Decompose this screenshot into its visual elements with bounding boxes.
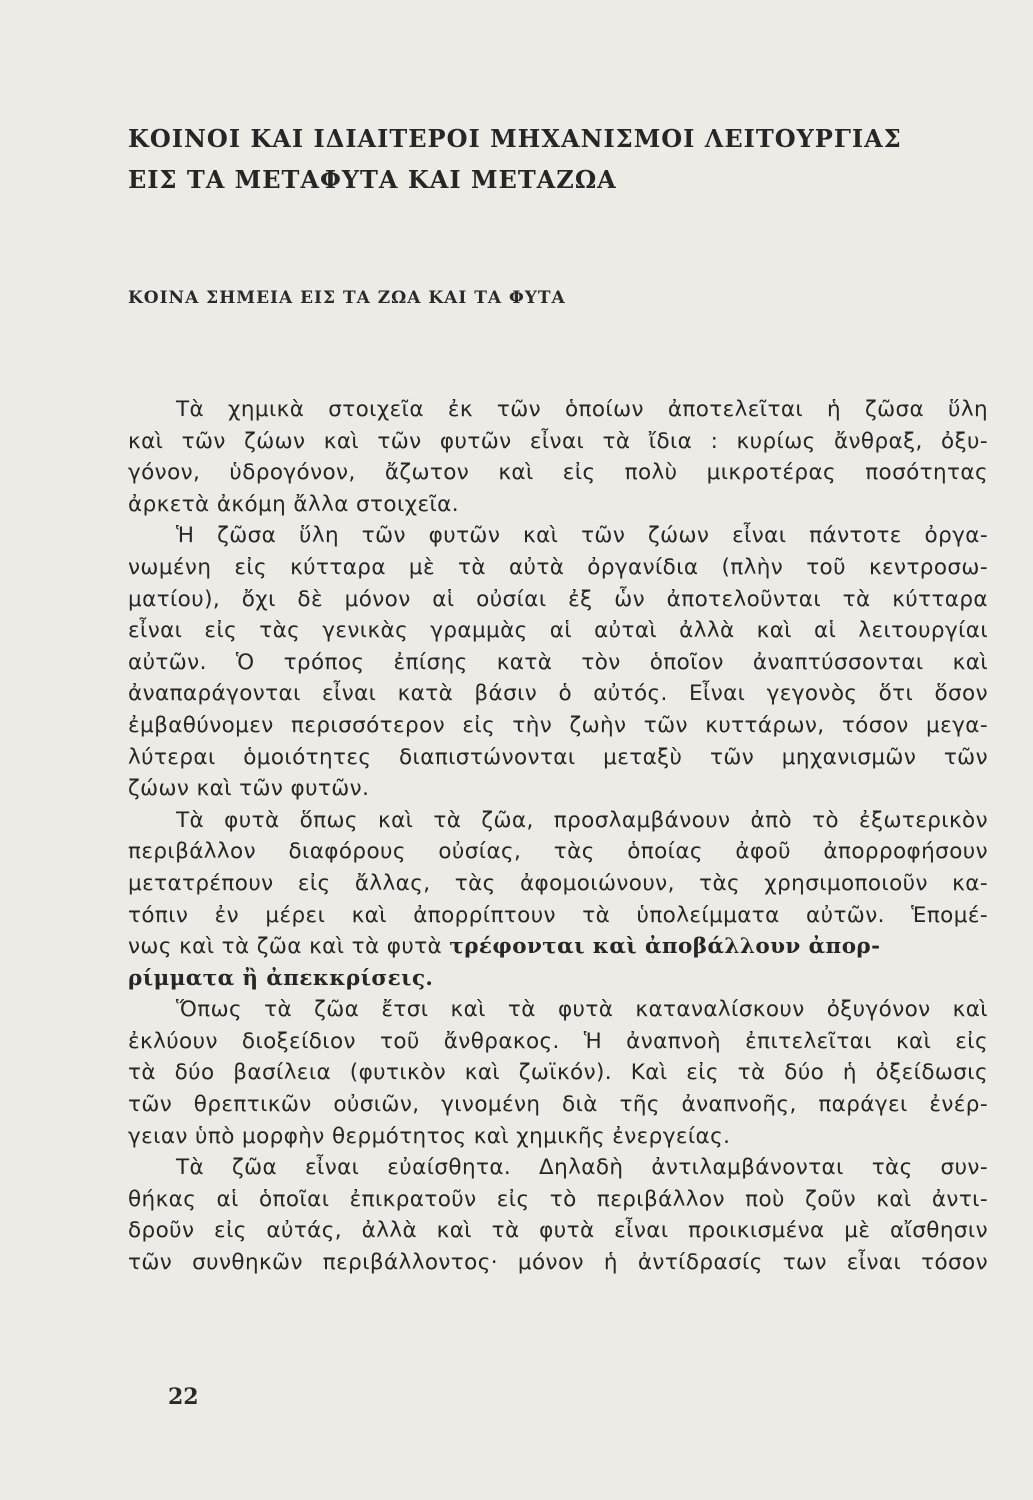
text-line: ζώων καὶ τῶν φυτῶν.	[128, 776, 370, 802]
text-line: θήκας αἱ ὁποῖαι ἐπικρατοῦν εἰς τὸ περιβάλλον ποὺ ζοῦν καὶ ἀντι-	[128, 1186, 988, 1212]
text-line: γειαν ὑπὸ μορφὴν θερμότητος καὶ χημικῆς ἐνεργείας.	[128, 1123, 731, 1149]
text-line: νωμένη εἰς κύτταρα μὲ τὰ αὐτὰ ὀργανίδια (πλὴν τοῦ κεντροσω-	[128, 554, 988, 580]
text-line: Τὰ φυτὰ ὅπως καὶ τὰ ζῶα, προσλαμβάνουν ἀπὸ τὸ ἐξωτερικὸν	[176, 807, 988, 833]
text-line-mixed	[128, 931, 988, 963]
text-line: ἐμβαθύνομεν περισσότερον εἰς τὴν ζωὴν τῶν κυττάρων, τόσον μεγα-	[128, 712, 988, 738]
text-line-mixed	[128, 963, 988, 995]
text-line: Ἡ ζῶσα ὕλη τῶν φυτῶν καὶ τῶν ζώων εἶναι πάντοτε ὀργα-	[176, 523, 988, 549]
text-line: αὐτῶν. Ὁ τρόπος ἐπίσης κατὰ τὸν ὁποῖον ἀναπτύσσονται καὶ	[128, 649, 988, 675]
text-line: περιβάλλον διαφόρους οὐσίας, τὰς ὁποίας ἀφοῦ ἀπορροφήσουν	[128, 839, 988, 865]
text-line: ἐκλύουν διοξείδιον τοῦ ἄνθρακος. Ἡ ἀναπνοὴ ἐπιτελεῖται καὶ εἰς	[128, 1028, 988, 1054]
chapter-title-line-2: ΕΙΣ ΤΑ ΜΕΤΑΦΥΤΑ ΚΑΙ ΜΕΤΑΖΩΑ	[128, 165, 617, 194]
text-line: ἀρκετὰ ἀκόμη ἄλλα στοιχεῖα.	[128, 491, 459, 517]
emphasis-text: τρέφονται καὶ ἀποβάλλουν ἀπορ-	[449, 934, 881, 960]
text-line: τόπιν ἐν μέρει καὶ ἀπορρίπτουν τὰ ὑπολείμματα αὐτῶν. Ἑπομέ-	[128, 902, 988, 928]
text-line: τὰ δύο βασίλεια (φυτικὸν καὶ ζωϊκόν). Καὶ εἰς τὰ δύο ἡ ὀξείδωσις	[128, 1060, 988, 1086]
body-text	[128, 394, 988, 1279]
text-line: τῶν συνθηκῶν περιβάλλοντος· μόνον ἡ ἀντίδρασίς των εἶναι τόσον	[128, 1250, 988, 1276]
emphasis-text: ρίμματα ἢ ἀπεκκρίσεις.	[128, 965, 434, 991]
section-heading: ΚΟΙΝΑ ΣΗΜΕΙΑ ΕΙΣ ΤΑ ΖΩΑ ΚΑΙ ΤΑ ΦΥΤΑ	[128, 288, 566, 308]
text-line: λύτεραι ὁμοιότητες διαπιστώνονται μεταξὺ τῶν μηχανισμῶν τῶν	[128, 744, 988, 770]
text-line: γόνον, ὑδρογόνον, ἄζωτον καὶ εἰς πολὺ μικροτέρας ποσότητας	[128, 460, 988, 486]
text-line: τῶν θρεπτικῶν οὐσιῶν, γινομένη διὰ τῆς ἀναπνοῆς, παράγει ἐνέρ-	[128, 1092, 988, 1118]
text-line: Ὅπως τὰ ζῶα ἔτσι καὶ τὰ φυτὰ καταναλίσκουν ὀξυγόνον καὶ	[176, 997, 988, 1023]
text-line: καὶ τῶν ζώων καὶ τῶν φυτῶν εἶναι τὰ ἴδια : κυρίως ἄνθραξ, ὀξυ-	[128, 428, 988, 454]
text-line: Τὰ ζῶα εἶναι εὐαίσθητα. Δηλαδὴ ἀντιλαμβάνονται τὰς συν-	[176, 1155, 988, 1181]
chapter-title-line-1: ΚΟΙΝΟΙ ΚΑΙ ΙΔΙΑΙΤΕΡΟΙ ΜΗΧΑΝΙΣΜΟΙ ΛΕΙΤΟΥΡΓΙΑΣ	[128, 124, 902, 153]
chapter-title	[128, 118, 988, 200]
text-line: μετατρέπουν εἰς ἄλλας, τὰς ἀφομοιώνουν, τὰς χρησιμοποιοῦν κα-	[128, 870, 988, 896]
text-line: ἀναπαράγονται εἶναι κατὰ βάσιν ὁ αὐτός. Εἶναι γεγονὸς ὅτι ὅσον	[128, 681, 988, 707]
text-line: εἶναι εἰς τὰς γενικὰς γραμμὰς αἱ αὐταὶ ἀλλὰ καὶ αἱ λειτουργίαι	[128, 618, 988, 644]
text-line: ματίου), ὄχι δὲ μόνον αἱ οὐσίαι ἐξ ὧν ἀποτελοῦνται τὰ κύτταρα	[128, 586, 988, 612]
page-number: 22	[168, 1384, 199, 1410]
text-line: Τὰ χημικὰ στοιχεῖα ἐκ τῶν ὁποίων ἀποτελεῖται ἡ ζῶσα ὕλη	[176, 397, 988, 422]
text-line: δροῦν εἰς αὐτάς, ἀλλὰ καὶ τὰ φυτὰ εἶναι προικισμένα μὲ αἴσθησιν	[128, 1218, 988, 1244]
text-line-plain-part: νως καὶ τὰ ζῶα καὶ τὰ φυτὰ	[128, 934, 450, 960]
